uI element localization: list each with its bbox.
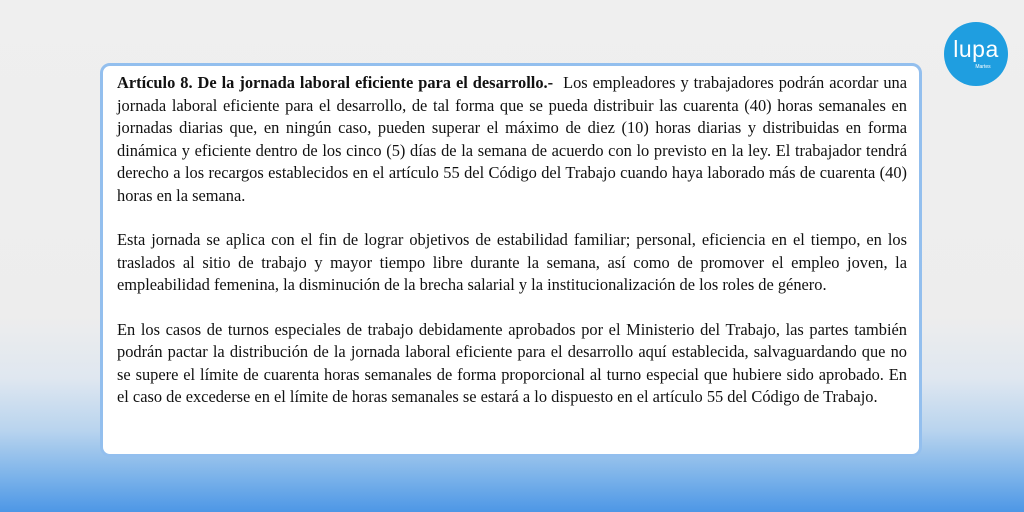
- article-paragraph-1: [117, 72, 907, 207]
- logo-wordmark: lupa: [953, 36, 999, 62]
- article-paragraph-2: Esta jornada se aplica con el fin de lograr objetivos de estabilidad familiar; personal, eficiencia en el tiempo, en los traslados al sitio de trabajo y mayor tiempo libre durante la semana, así como de promover el empleo joven, la empleabilidad femenina, la disminución de la brecha salarial y la institucionalización de los roles de género.: [117, 230, 907, 294]
- article-heading: Artículo 8. De la jornada laboral eficiente para el desarrollo.-: [117, 73, 554, 92]
- article-paragraph-1-body: Los empleadores y trabajadores podrán acordar una jornada laboral eficiente para el desarrollo, de tal forma que se pueda distribuir las cuarenta (40) horas semanales en jornadas diarias que, en ningún caso, pueden superar el máximo de diez (10) horas diarias y distribuidas en forma dinámica y eficiente dentro de los cinco (5) días de la semana de acuerdo con lo previsto en la ley. El trabajador tendrá derecho a los recargos establecidos en el artículo 55 del Código del Trabajo cuando haya laborado más de cuarenta (40) horas en la semana.: [117, 73, 907, 205]
- article-card: [100, 63, 922, 457]
- logo-subtext: Martes: [975, 64, 991, 70]
- article-paragraph-3: En los casos de turnos especiales de trabajo debidamente aprobados por el Ministerio del Trabajo, las partes también podrán pactar la distribución de la jornada laboral eficiente para el desarrollo aquí establecida, salvaguardando que no se supere el límite de cuarenta horas semanales de forma proporcional al turno especial que hubiere sido aprobado. En el caso de excederse en el límite de horas semanales se estará a lo dispuesto en el artículo 55 del Código de Trabajo.: [117, 319, 907, 406]
- lupa-logo: [944, 22, 1008, 86]
